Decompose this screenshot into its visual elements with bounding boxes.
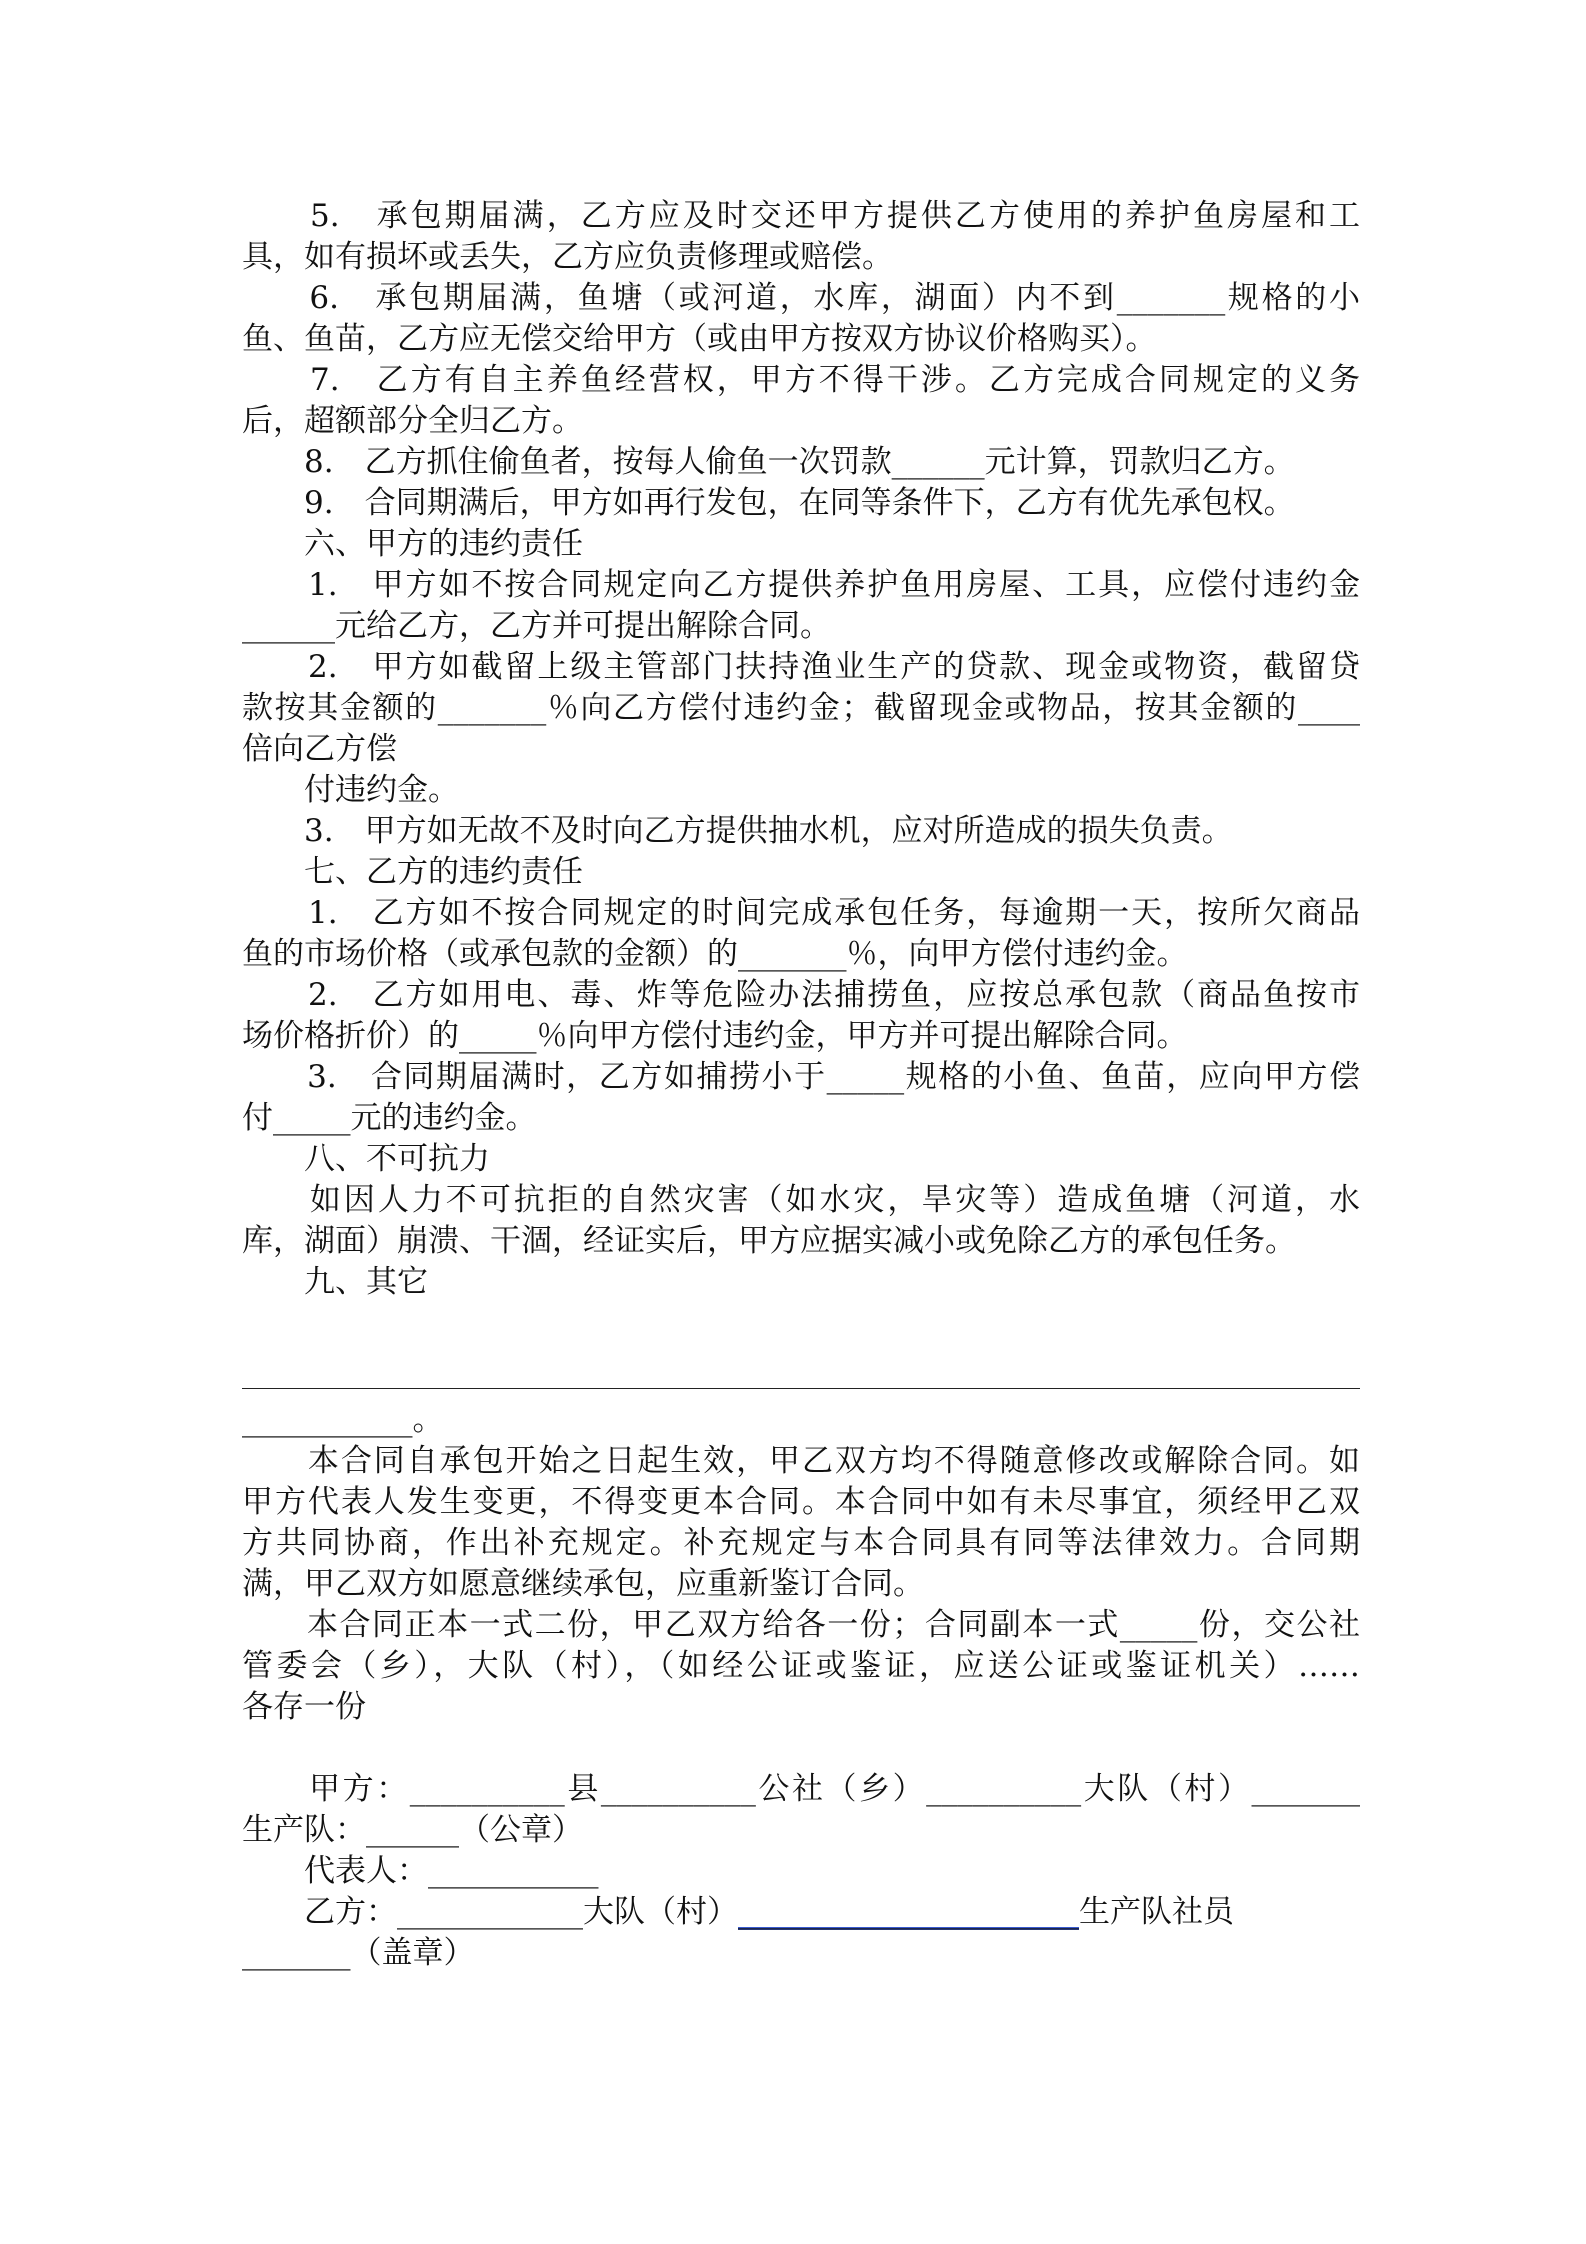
clause-7-line-2: 后，超额部分全归乙方。: [242, 403, 583, 439]
signature-party-a: 甲方：__________县__________公社（乡）__________大队（村）_______: [242, 1771, 1360, 1807]
closing-line: 管委会（乡），大队（村），（如经公证或鉴证，应送公证或鉴证机关）……: [242, 1648, 1360, 1684]
section-seven-heading: 七、乙方的违约责任: [242, 854, 583, 890]
clause-8-line-1: 8. 乙方抓住偷鱼者，按每人偷鱼一次罚款______元计算，罚款归乙方。: [242, 444, 1295, 480]
signature-party-b: [242, 1892, 1360, 1932]
section-seven-line: 付_____元的违约金。: [242, 1100, 537, 1136]
signature-representative: 代表人：___________: [242, 1853, 599, 1889]
section-six-line: 2. 甲方如截留上级主管部门扶持渔业生产的贷款、现金或物资，截留贷: [242, 649, 1360, 685]
clause-5-line-1: 5. 承包期届满，乙方应及时交还甲方提供乙方使用的养护鱼房屋和工: [242, 198, 1360, 234]
signature-party-b-seal: _______（盖章）: [242, 1935, 475, 1971]
section-eight-line: 库，湖面）崩溃、干涸，经证实后，甲方应据实减小或免除乙方的承包任务。: [242, 1223, 1296, 1259]
clause-9-line-1: 9. 合同期满后，甲方如再行发包，在同等条件下，乙方有优先承包权。: [242, 485, 1295, 521]
section-six-line: 款按其金额的_______％向乙方偿付违约金；截留现金或物品，按其金额的____: [242, 690, 1360, 726]
section-seven-line: 场价格折价）的_____％向甲方偿付违约金，甲方并可提出解除合同。: [242, 1018, 1188, 1054]
section-seven-line: 3. 合同期届满时，乙方如捕捞小于_____规格的小鱼、鱼苗，应向甲方偿: [242, 1059, 1360, 1095]
blank-rule-line: [242, 1388, 1360, 1389]
clause-6-line-1: 6. 承包期届满，鱼塘（或河道，水库，湖面）内不到_______规格的小: [242, 280, 1360, 316]
section-six-heading: 六、甲方的违约责任: [242, 526, 583, 562]
party-b-prefix: 乙方：____________大队（村）: [242, 1894, 738, 1930]
signature-party-a-team: 生产队：______（公章）: [242, 1812, 583, 1848]
section-nine-tail: ___________。: [242, 1402, 444, 1438]
section-seven-line: 2. 乙方如用电、毒、炸等危险办法捕捞鱼，应按总承包款（商品鱼按市: [242, 977, 1360, 1013]
section-seven-line: 1. 乙方如不按合同规定的时间完成承包任务，每逾期一天，按所欠商品: [242, 895, 1360, 931]
section-six-line: 付违约金。: [242, 772, 459, 808]
closing-line: 甲方代表人发生变更，不得变更本合同。本合同中如有未尽事宜，须经甲乙双: [242, 1484, 1360, 1520]
closing-line: 各存一份: [242, 1689, 366, 1725]
section-nine-heading: 九、其它: [242, 1264, 428, 1300]
clause-5-line-2: 具，如有损坏或丢失，乙方应负责修理或赔偿。: [242, 239, 893, 275]
closing-line: 本合同正本一式二份，甲乙双方给各一份；合同副本一式_____份，交公社: [242, 1607, 1360, 1643]
section-six-line: ______元给乙方，乙方并可提出解除合同。: [242, 608, 831, 644]
section-eight-heading: 八、不可抗力: [242, 1141, 490, 1177]
closing-line: 方共同协商，作出补充规定。补充规定与本合同具有同等法律效力。合同期: [242, 1525, 1360, 1561]
party-b-blank: ______________________: [738, 1894, 1079, 1930]
closing-line: 本合同自承包开始之日起生效，甲乙双方均不得随意修改或解除合同。如: [242, 1443, 1360, 1479]
clause-7-line-1: 7. 乙方有自主养鱼经营权，甲方不得干涉。乙方完成合同规定的义务: [242, 362, 1360, 398]
party-b-suffix: 生产队社员: [1079, 1894, 1234, 1930]
section-six-line: 1. 甲方如不按合同规定向乙方提供养护鱼用房屋、工具，应偿付违约金: [242, 567, 1360, 603]
section-six-line: 3. 甲方如无故不及时向乙方提供抽水机，应对所造成的损失负责。: [242, 813, 1233, 849]
section-seven-line: 鱼的市场价格（或承包款的金额）的_______％，向甲方偿付违约金。: [242, 936, 1188, 972]
section-eight-line: 如因人力不可抗拒的自然灾害（如水灾，旱灾等）造成鱼塘（河道，水: [242, 1182, 1360, 1218]
closing-line: 满，甲乙双方如愿意继续承包，应重新鉴订合同。: [242, 1566, 924, 1602]
section-six-line: 倍向乙方偿: [242, 731, 397, 767]
clause-6-line-2: 鱼、鱼苗，乙方应无偿交给甲方（或由甲方按双方协议价格购买）。: [242, 321, 1157, 357]
